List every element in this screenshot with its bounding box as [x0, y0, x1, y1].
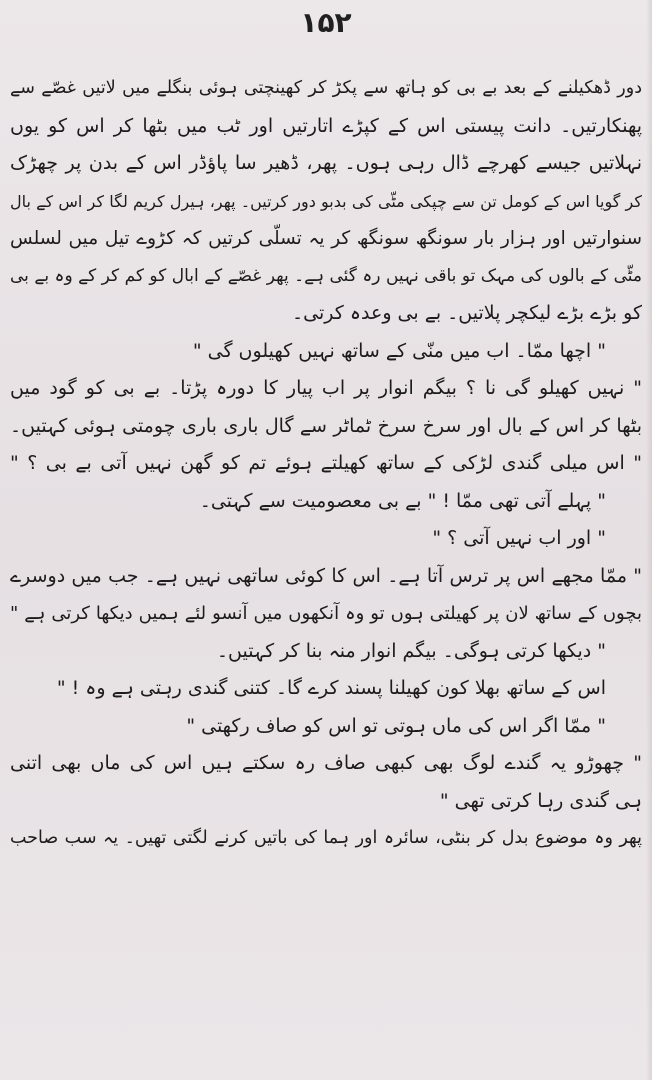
text-line: بٹھا کر اس کے بال اور سرخ سرخ ٹماٹر سے گال باری باری چومتی ہوئی کہتیں۔	[10, 414, 642, 437]
text-line: کو بڑے بڑے لیکچر پلاتیں۔ بے بی وعدہ کرتی۔	[292, 302, 642, 324]
text-line: " اچھا ممّا۔ اب میں منّی کے ساتھ نہیں کھیلوں گی "	[192, 339, 606, 362]
text-line: پھنکارتیں۔ دانت پیستی اس کے کپڑے اتارتیں اور ٹب میں بٹھا کر اس کو یوں	[10, 114, 642, 137]
text-line: کر گویا اس کے کومل تن سے چپکی مٹّی کی بدبو دور کرتیں۔ پھر، ہیرل کریم لگا کر اس کے بال	[10, 191, 642, 211]
text-line: مٹّی کے بالوں کی مہک تو باقی نہیں رہ گئی ہے۔ پھر غصّے کے ابال کو کم کر کے وہ بے بی	[10, 265, 642, 286]
text-line: " ممّا مجھے اس پر ترس آتا ہے۔ اس کا کوئی ساتھی نہیں ہے۔ جب میں دوسرے	[10, 564, 642, 587]
text-line: نہلاتیں جیسے کھرچے ڈال رہی ہوں۔ پھر، ڈھیر سا پاؤڈر اس کے بدن پر چھڑک	[10, 152, 642, 174]
page-number: ۱۵۲	[300, 6, 352, 39]
page-edge-shadow	[646, 0, 652, 1080]
text-line: " نہیں کھیلو گی نا ؟ بیگم انوار پر اب پیار کا دورہ پڑتا۔ بے بی کو گود میں	[10, 377, 642, 399]
text-line: دور ڈھکیلنے کے بعد بے بی کو ہاتھ سے پکڑ کر کھینچتی ہوئی بنگلے میں لاتیں غصّے سے	[10, 78, 642, 98]
text-line: " چھوڑو یہ گندے لوگ بھی کبھی صاف رہ سکتے ہیں اس کی ماں بھی اتنی	[10, 752, 642, 774]
text-line: پھر وہ موضوع بدل کر بنٹی، سائرہ اور ہما کی باتیں کرنے لگتی تھیں۔ یہ سب صاحب	[10, 828, 642, 848]
text-line: " دیکھا کرتی ہوگی۔ بیگم انوار منہ بنا کر کہتیں۔	[216, 639, 606, 662]
page-text	[10, 70, 642, 858]
text-line: اس کے ساتھ بھلا کون کھیلنا پسند کرے گا۔ کتنی گندی رہتی ہے وہ ! "	[56, 677, 606, 699]
text-line: سنوارتیں اور ہزار بار سونگھ سونگھ کر یہ تسلّی کرتیں کہ کڑوے تیل میں لسلس	[10, 228, 642, 249]
text-line: بچوں کے ساتھ لان پر کھیلتی ہوں تو وہ آنکھوں میں آنسو لئے ہمیں دیکھا کرتی ہے "	[10, 603, 642, 624]
text-line: " ممّا اگر اس کی ماں ہوتی تو اس کو صاف رکھتی "	[186, 714, 606, 737]
text-line: " اس میلی گندی لڑکی کے ساتھ کھیلتے ہوئے تم کو گھن نہیں آتی بے بی ؟ "	[10, 452, 642, 474]
text-line: " اور اب نہیں آتی ؟ "	[432, 527, 606, 549]
text-line: ہی گندی رہا کرتی تھی "	[439, 789, 642, 812]
text-line: " پہلے آتی تھی ممّا ! " بے بی معصومیت سے کہتی۔	[199, 489, 606, 512]
